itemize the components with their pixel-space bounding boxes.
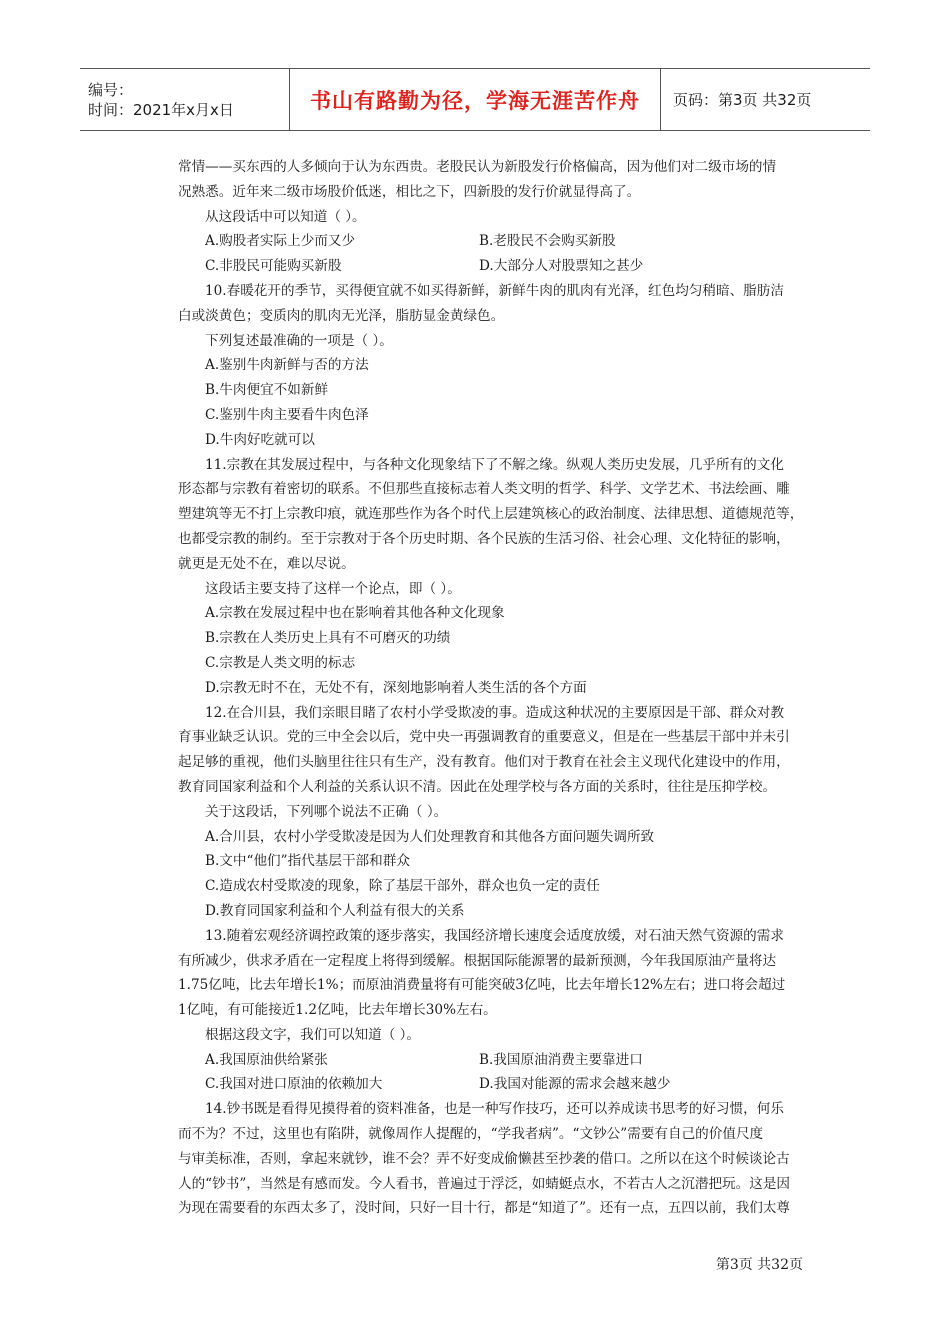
header-motto: 书山有路勤为径，学海无涯苦作舟 xyxy=(289,69,661,130)
option-a: A.我国原油供给紧张 xyxy=(205,1051,328,1068)
paragraph-line: 也都受宗教的制约。至于宗教对于各个历史时期、各个民族的生活习俗、社会心理、文化特征的影响， xyxy=(178,530,790,547)
option-c: C.非股民可能购买新股 xyxy=(205,258,342,275)
paragraph-line: 为现在需要看的东西太多了，没时间，只好一目十行，都是“知道了”。还有一点，五四以前，我们太尊 xyxy=(178,1200,791,1217)
paragraph-line: 10.春暖花开的季节，买得便宜就不如买得新鲜，新鲜牛肉的肌肉有光泽，红色均匀稍暗、脂肪洁 xyxy=(205,282,784,299)
paragraph-line: 白或淡黄色；变质肉的肌肉无光泽，脂肪显金黄绿色。 xyxy=(178,307,505,324)
option-c: C.造成农村受欺凌的现象，除了基层干部外，群众也负一定的责任 xyxy=(205,878,600,895)
option-b: B.老股民不会购买新股 xyxy=(479,233,616,250)
paragraph-line: 塑建筑等无不打上宗教印痕，就连那些作为各个时代上层建筑核心的政治制度、法律思想、道德规范等， xyxy=(178,506,804,523)
paragraph-line: 14.钞书既是看得见摸得着的资料准备，也是一种写作技巧，还可以养成读书思考的好习惯，何乐 xyxy=(205,1101,784,1118)
option-d: D.大部分人对股票知之甚少 xyxy=(479,258,644,275)
paragraph-line: 就更是无处不在，难以尽说。 xyxy=(178,555,355,572)
paragraph-line: 1.75亿吨，比去年增长1%；而原油消费量将有可能突破3亿吨，比去年增长12%左右；进口将会超过 xyxy=(178,977,786,994)
question-prompt: 关于这段话，下列哪个说法不正确（ ）。 xyxy=(205,803,448,820)
paragraph-line: 而不为？不过，这里也有陷阱，就像周作人提醒的，“学我者病”。“文钞公”需要有自己的价值尺度 xyxy=(178,1126,764,1143)
document-body xyxy=(178,155,810,1221)
paragraph-line: 与审美标准，否则，拿起来就钞，谁不会？弄不好变成偷懒甚至抄袭的借口。之所以在这个时候谈论古 xyxy=(178,1150,790,1167)
paragraph-line: 育事业缺乏认识。党的三中全会以后，党中央一再强调教育的重要意义，但是在一些基层干部中并未引 xyxy=(178,729,790,746)
question-prompt: 这段话主要支持了这样一个论点，即（ ）。 xyxy=(205,580,461,597)
option-b: B.我国原油消费主要靠进口 xyxy=(479,1051,643,1068)
header-page-label: 页码：第3页 共32页 xyxy=(673,91,812,109)
paragraph-line: 况熟悉。近年来二级市场股价低迷，相比之下，四新股的发行价就显得高了。 xyxy=(178,183,641,200)
option-c: C.鉴别牛肉主要看牛肉色泽 xyxy=(205,406,369,423)
header-meta xyxy=(80,69,289,130)
paragraph-line: 常情——买东西的人多倾向于认为东西贵。老股民认为新股发行价格偏高，因为他们对二级市场的情 xyxy=(178,159,777,175)
option-b: B.文中“他们”指代基层干部和群众 xyxy=(205,853,410,870)
question-prompt: 根据这段文字，我们可以知道（ ）。 xyxy=(205,1026,421,1043)
paragraph-line: 12.在合川县，我们亲眼目睹了农村小学受欺凌的事。造成这种状况的主要原因是干部、群众对教 xyxy=(205,704,784,721)
option-row xyxy=(178,254,810,279)
option-row xyxy=(178,229,810,254)
paragraph-line: 11.宗教在其发展过程中，与各种文化现象结下了不解之缘。纵观人类历史发展，几乎所有的文化 xyxy=(205,456,784,473)
time-label: 时间：2021年x月x日 xyxy=(88,100,234,119)
option-a: A.合川县，农村小学受欺凌是因为人们处理教育和其他各方面问题失调所致 xyxy=(205,828,655,845)
paragraph-line: 人的“钞书”，当然是有感而发。今人看书，普遍过于浮泛，如蜻蜓点水，不若古人之沉潜把玩。这是因 xyxy=(178,1175,791,1192)
option-row xyxy=(178,1072,810,1097)
option-d: D.我国对能源的需求会越来越少 xyxy=(479,1076,671,1093)
option-a: A.鉴别牛肉新鲜与否的方法 xyxy=(205,357,369,374)
page-footer: 第3页 共32页 xyxy=(715,1257,803,1273)
paragraph-line: 形态都与宗教有着密切的联系。不但那些直接标志着人类文明的哲学、科学、文学艺术、书法绘画、雕 xyxy=(178,481,790,498)
option-b: B.牛肉便宜不如新鲜 xyxy=(205,382,329,399)
option-a: A.购股者实际上少而又少 xyxy=(205,233,356,250)
question-prompt: 从这段话中可以知道（ ）。 xyxy=(205,208,366,225)
question-prompt: 下列复述最准确的一项是（ ）。 xyxy=(205,332,393,349)
paragraph-line: 起足够的重视，他们头脑里往往只有生产，没有教育。他们对于教育在社会主义现代化建设中的作用， xyxy=(178,754,790,771)
option-d: D.教育同国家利益和个人利益有很大的关系 xyxy=(205,902,465,919)
page-header xyxy=(80,68,870,131)
paragraph-line: 13.随着宏观经济调控政策的逐步落实，我国经济增长速度会适度放缓，对石油天然气资源的需求 xyxy=(205,927,784,944)
option-row xyxy=(178,1048,810,1073)
paragraph-line: 1亿吨，有可能接近1.2亿吨，比去年增长30%左右。 xyxy=(178,1002,497,1019)
paragraph-line: 教育同国家利益和个人利益的关系认识不清。因此在处理学校与各方面的关系时，往往是压抑学校。 xyxy=(178,778,777,795)
serial-label: 编号： xyxy=(88,80,134,99)
option-c: C.我国对进口原油的依赖加大 xyxy=(205,1076,383,1093)
option-c: C.宗教是人类文明的标志 xyxy=(205,654,356,671)
option-b: B.宗教在人类历史上具有不可磨灭的功绩 xyxy=(205,630,451,647)
option-d: D.牛肉好吃就可以 xyxy=(205,431,315,448)
option-d: D.宗教无时不在，无处不有，深刻地影响着人类生活的各个方面 xyxy=(205,679,587,696)
option-a: A.宗教在发展过程中也在影响着其他各种文化现象 xyxy=(205,605,505,622)
paragraph-line: 有所减少，供求矛盾在一定程度上将得到缓解。根据国际能源署的最新预测，今年我国原油产量将达 xyxy=(178,952,777,969)
